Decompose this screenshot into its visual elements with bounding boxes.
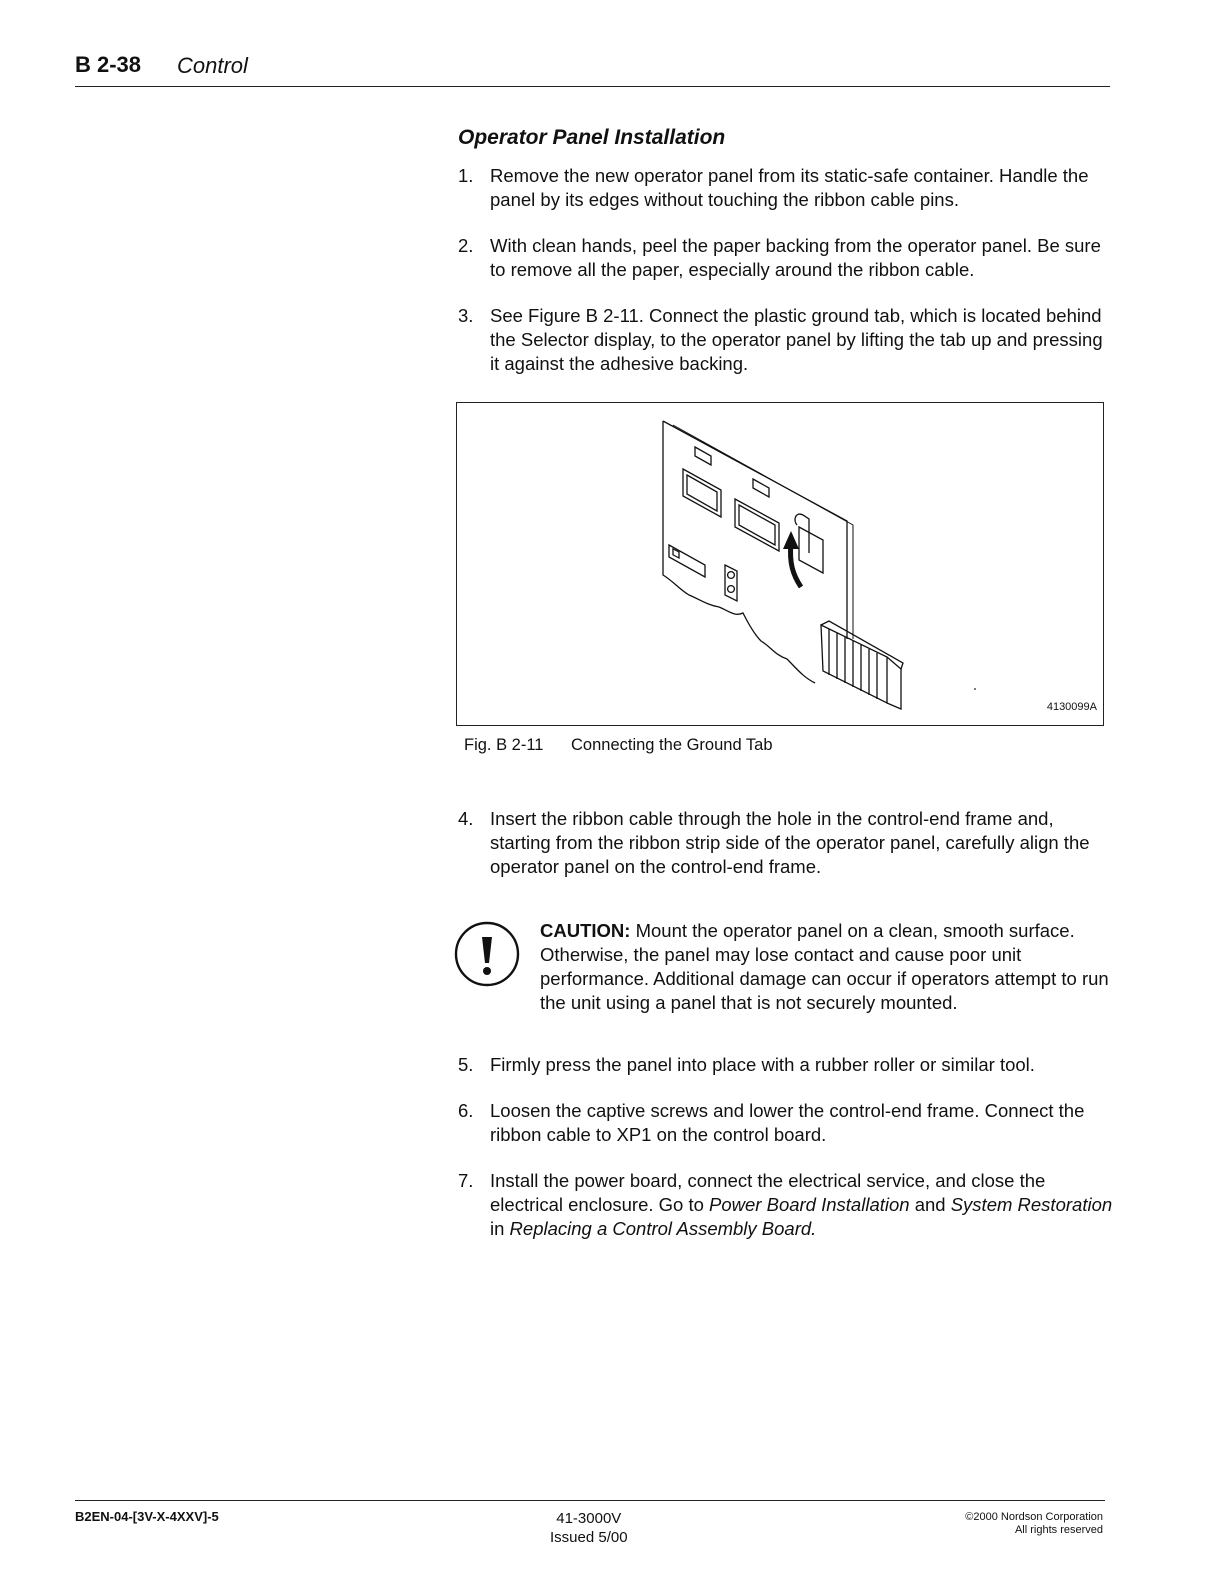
step-number: 1. — [458, 165, 474, 186]
step-text: Loosen the captive screws and lower the control-end frame. Connect the ribbon cable to XP1 on the control board. — [490, 1100, 1085, 1145]
page-number: B 2-38 — [75, 52, 142, 77]
rights: All rights reserved — [1014, 1524, 1103, 1536]
reference-power-board-installation: Power Board Installation — [709, 1194, 910, 1215]
doc-code: B2EN-04-[3V-X-4XXV]-5 — [75, 1509, 219, 1524]
panel-illustration — [457, 403, 1103, 725]
step-number: 7. — [458, 1170, 474, 1191]
figure-label: Fig. B 2-11 — [464, 736, 544, 754]
step-text: Firmly press the panel into place with a rubber roller or similar tool. — [490, 1054, 1035, 1075]
step-7 — [456, 1169, 1116, 1241]
reference-system-restoration: System Restoration — [950, 1194, 1113, 1215]
copyright-block — [965, 1511, 1103, 1537]
step-3 — [456, 304, 1116, 376]
caution-icon — [452, 919, 522, 995]
doc-info — [550, 1509, 628, 1547]
step-text: See Figure B 2-11. Connect the plastic ground tab, which is located behind the Selector display, to the operator panel by lifting the tab up and pressing it against the adhesive backing. — [490, 305, 1103, 374]
step-number: 6. — [458, 1100, 474, 1121]
step-4 — [456, 807, 1116, 879]
step-text-and: and — [909, 1194, 951, 1215]
step-text-in: in — [490, 1218, 510, 1239]
section-title: Operator Panel Installation — [458, 126, 726, 149]
step-text: Insert the ribbon cable through the hole in the control-end frame and, starting from the ribbon strip side of the operator panel, carefully align the operator panel on the control-end frame. — [490, 808, 1090, 877]
reference-replacing-board: Replacing a Control Assembly Board. — [509, 1218, 817, 1239]
step-number: 5. — [458, 1054, 474, 1075]
section-name: Control — [177, 53, 248, 78]
step-number: 2. — [458, 235, 474, 256]
step-6 — [456, 1099, 1116, 1147]
caution-text: Mount the operator panel on a clean, smooth surface. Otherwise, the panel may lose contact and cause poor unit performance. Additional damage can occur if operators attempt to run the unit using a panel that is not securely mounted. — [540, 920, 1109, 1013]
step-text: With clean hands, peel the paper backing from the operator panel. Be sure to remove all the paper, especially around the ribbon cable. — [490, 235, 1101, 280]
main-content — [456, 126, 1116, 1263]
copyright: ©2000 Nordson Corporation — [965, 1511, 1103, 1523]
step-text: Install the power board, connect the electrical service, and close the electrical enclosure. Go to — [490, 1170, 1046, 1215]
step-1 — [456, 164, 1116, 212]
caution-note — [456, 919, 1116, 1015]
step-text: Remove the new operator panel from its static-safe container. Handle the panel by its edges without touching the ribbon cable pins. — [490, 165, 1089, 210]
step-number: 4. — [458, 808, 474, 829]
issue-date: Issued 5/00 — [550, 1529, 628, 1546]
caution-label: CAUTION: — [540, 920, 631, 941]
page-footer — [75, 1500, 1105, 1561]
figure-id: 4130099A — [1046, 701, 1097, 713]
figure-caption-text: Connecting the Ground Tab — [571, 736, 773, 754]
figure-ground-tab — [456, 402, 1104, 726]
part-number: 41-3000V — [556, 1510, 622, 1527]
step-2 — [456, 234, 1116, 282]
step-5 — [456, 1053, 1116, 1077]
figure-caption — [464, 736, 1116, 755]
page-header — [75, 52, 1110, 87]
step-number: 3. — [458, 305, 474, 326]
